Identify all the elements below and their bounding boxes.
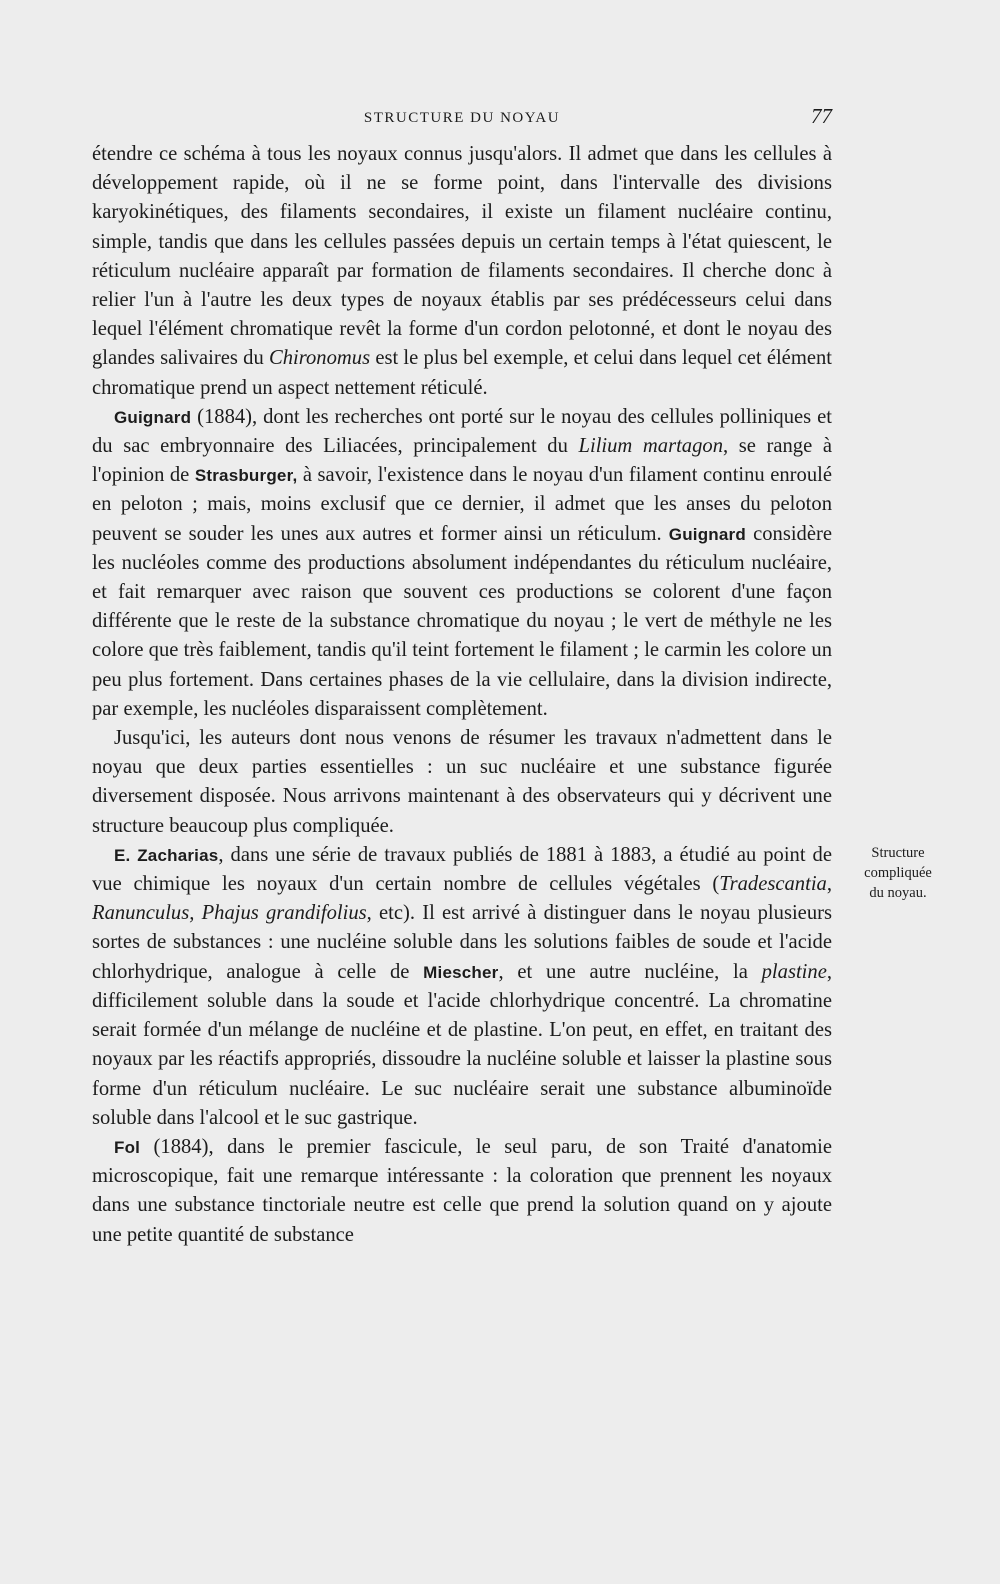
- author-fol: Fol: [114, 1137, 141, 1157]
- author-strasburger: Strasburger,: [194, 466, 298, 486]
- author-miescher: Miescher: [423, 962, 499, 982]
- term-plastine: plastine: [761, 960, 827, 983]
- paragraph-3: [92, 724, 832, 841]
- paragraph-5-text-1: (1884), dans le premier fascicule, le seul paru, de son Traité d'anatomie microscopique, fait une remarque intéressante : la coloration que prennent les noyaux dans une substance tinctoriale neutre est celle que prend la solution quand on y ajoute une petite quantité de substance: [92, 1135, 832, 1246]
- margin-note-line-2: compliquée: [864, 865, 932, 881]
- paragraph-3-text: Jusqu'ici, les auteurs dont nous venons de résumer les travaux n'admettent dans le noyau que deux parties essentielles : un suc nucléaire et une substance figurée diversement disposée. Nous arrivons maintenant à des observateurs qui y décrivent une structure beaucoup plus compliquée.: [92, 727, 832, 837]
- paragraph-2-text-2: , se range à l'opinion de: [92, 435, 832, 487]
- taxon-tradescantia: Tradescantia: [719, 873, 827, 896]
- paragraph-4-text-1: , dans une série de travaux publiés de 1881 à 1883, a étudié au point de vue chimique les noyaux d'un certain nombre de cellules végétales (: [92, 843, 832, 896]
- running-title: STRUCTURE DU NOYAU: [363, 110, 561, 126]
- author-guignard-2: Guignard: [668, 524, 746, 544]
- paragraph-4-text-5: , difficilement soluble dans la soude et l'acide chlorhydrique concentré. La chromatine serait formée d'un mélange de nucléine et de plastine. L'on peut, en effet, en traitant des noyaux par les réactifs appropriés, dissoudre la nucléine soluble et laisser la plastine sous forme d'un réticulum nucléaire. Le suc nucléaire serait une substance albuminoïde soluble dans l'alcool et le suc gastrique.: [92, 960, 832, 1129]
- page-number: 77: [811, 104, 832, 128]
- paragraph-1-text-2: est le plus bel exemple, et celui dans lequel cet élément chromatique prend un aspect nettement réticulé.: [92, 347, 832, 399]
- paragraph-4-text-2: ,: [826, 873, 832, 896]
- paragraph-2-text-3: à savoir, l'existence dans le noyau d'un filament continu enroulé en peloton ; mais, moins exclusif que ce dernier, il admet que les anses du peloton peuvent se souder les unes aux autres et former ainsi un réticulum.: [92, 464, 832, 545]
- paragraph-2: [92, 403, 832, 724]
- running-head: [92, 104, 832, 134]
- paragraph-4: [92, 841, 832, 1133]
- body-text: [92, 140, 832, 1250]
- taxon-lilium-martagon: Lilium martagon: [578, 435, 723, 458]
- margin-note-line-3: du noyau.: [869, 885, 927, 901]
- margin-note: [848, 843, 948, 903]
- paragraph-5: [92, 1133, 832, 1250]
- paragraph-2-text-1: (1884), dont les recherches ont porté sur le noyau des cellules polliniques et du sac embryonnaire des Liliacées, principalement du: [92, 405, 832, 458]
- taxon-ranunculus-phajus: Ranunculus, Phajus grandifolius: [92, 902, 367, 925]
- taxon-chironomus: Chironomus: [269, 347, 371, 370]
- paragraph-2-text-4: considère les nucléoles comme des productions absolument indépendantes du réticulum nucléaire, et fait remarquer avec raison que souvent ces productions se colorent d'une façon différente que le reste de la substance chromatique du noyau ; le vert de méthyle ne les colore que très faiblement, tandis qu'il teint fortement le filament ; le carmin les colore un peu plus fortement. Dans certaines phases de la vie cellulaire, dans la division indirecte, par exemple, les nucléoles disparaissent complètement.: [92, 522, 832, 720]
- margin-note-line-1: Structure: [871, 845, 925, 861]
- paragraph-4-text-4: , et une autre nucléine, la: [498, 960, 762, 983]
- paragraph-1: [92, 140, 832, 403]
- paragraph-4-text-3: , etc). Il est arrivé à distinguer dans le noyau plusieurs sortes de substances : une nucléine soluble dans les solutions faibles de soude et l'acide chlorhydrique, analogue à celle de: [92, 902, 832, 983]
- paragraph-1-text: étendre ce schéma à tous les noyaux connus jusqu'alors. Il admet que dans les cellules à développement rapide, où il ne se forme point, dans l'intervalle des divisions karyokinétiques, des filaments secondaires, il existe un filament nucléaire continu, simple, tandis que dans les cellules passées depuis un certain temps à l'état quiescent, le réticulum nucléaire apparaît par formation de filaments secondaires. Il cherche donc à relier l'un à l'autre les deux types de noyaux établis par ses prédécesseurs celui dans lequel l'élément chromatique revêt la forme d'un cordon pelotonné, et dont le noyau des glandes salivaires du: [92, 143, 832, 370]
- author-zacharias: E. Zacharias: [114, 845, 219, 865]
- author-guignard: Guignard: [114, 407, 192, 427]
